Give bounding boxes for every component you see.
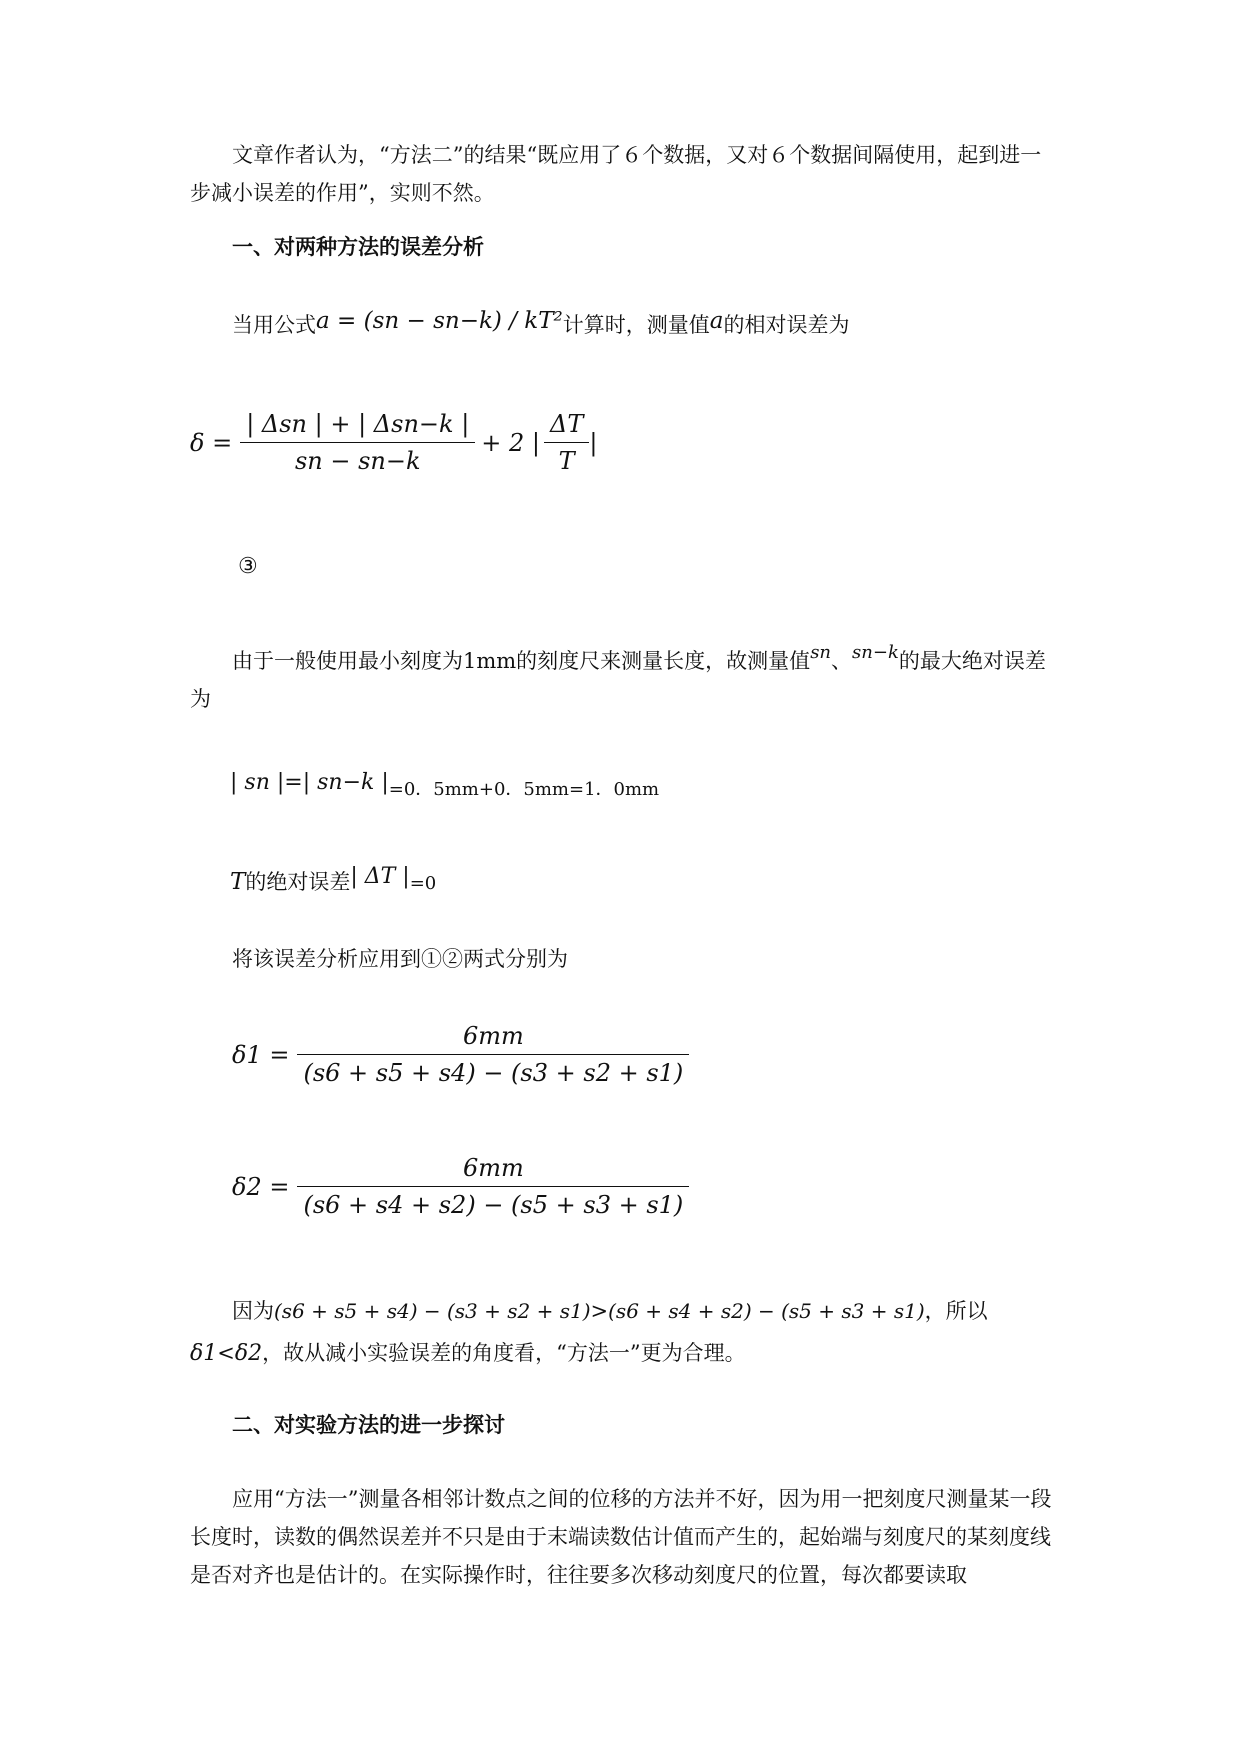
section-heading-2: 二、对实验方法的进一步探讨: [232, 1412, 505, 1437]
t-symbol: T: [230, 869, 246, 895]
section-heading-1: 一、对两种方法的误差分析: [232, 234, 484, 259]
paragraph-intro-text: 文章作者认为，“方法二”的结果“既应用了６个数据，又对６个数据间隔使用，起到进一步减小误差的作用”，实则不然。: [190, 143, 1042, 205]
equation-number-3: ③: [238, 554, 258, 579]
sn-symbol: sn: [810, 642, 832, 663]
acceleration-formula: a = (sn − sn−k) / kT²: [316, 308, 563, 334]
delta2-equation: δ2 = $\frac{6mm}{(s6 + s4 + s2) - (s5 + s3 + s1)}$: [232, 1154, 689, 1219]
abs-t-formula: | ΔT |: [350, 864, 410, 889]
abs-s-formula: | sn |=| sn−k |: [230, 770, 389, 795]
a-symbol: a: [709, 308, 724, 334]
delta1-equation: δ1 = $\frac{6mm}{(s6 + s5 + s4) - (s3 + s2 + s1)}$: [232, 1022, 689, 1087]
snk-symbol: sn−k: [852, 642, 899, 663]
paragraph-absolute-error-t: T的绝对误差| ΔT |=0: [230, 864, 437, 895]
paragraph-comparison: 因为(s6 + s5 + s4) − (s3 + s2 + s1)>(s6 + s4 + s2) − (s5 + s3 + s1)，所以δ1<δ2，故从减小实验误差的角度看，“方法一”更为合理。: [190, 1299, 988, 1366]
paragraph-apply: 将该误差分析应用到①②两式分别为: [232, 947, 568, 971]
relative-error-equation: δ = $\frac{\text{| Δsn | + | Δsn−k |}}{sn - sn-k}$ + 2 | $\frac{\Delta T}{T}$ |: [190, 410, 598, 475]
paragraph-absolute-error-s: | sn |=| sn−k |=0．5mm+0．5mm=1．0mm: [230, 770, 660, 800]
paragraph-measurement: 由于一般使用最小刻度为1mm的刻度尺来测量长度，故测量值sn、sn−k的最大绝对误差为: [190, 642, 1046, 711]
paragraph-formula-intro: 当用公式a = (sn − sn−k) / kT²计算时，测量值a的相对误差为: [232, 308, 850, 337]
paragraph-intro: [190, 136, 1060, 212]
paragraph-discussion: 应用“方法一”测量各相邻计数点之间的位移的方法并不好，因为用一把刻度尺测量某一段长度时，读数的偶然误差并不只是由于末端读数估计值而产生的，起始端与刻度尺的某刻度线是否对齐也是估计的。在实际操作时，往往要多次移动刻度尺的位置，每次都要读取: [190, 1487, 1052, 1587]
